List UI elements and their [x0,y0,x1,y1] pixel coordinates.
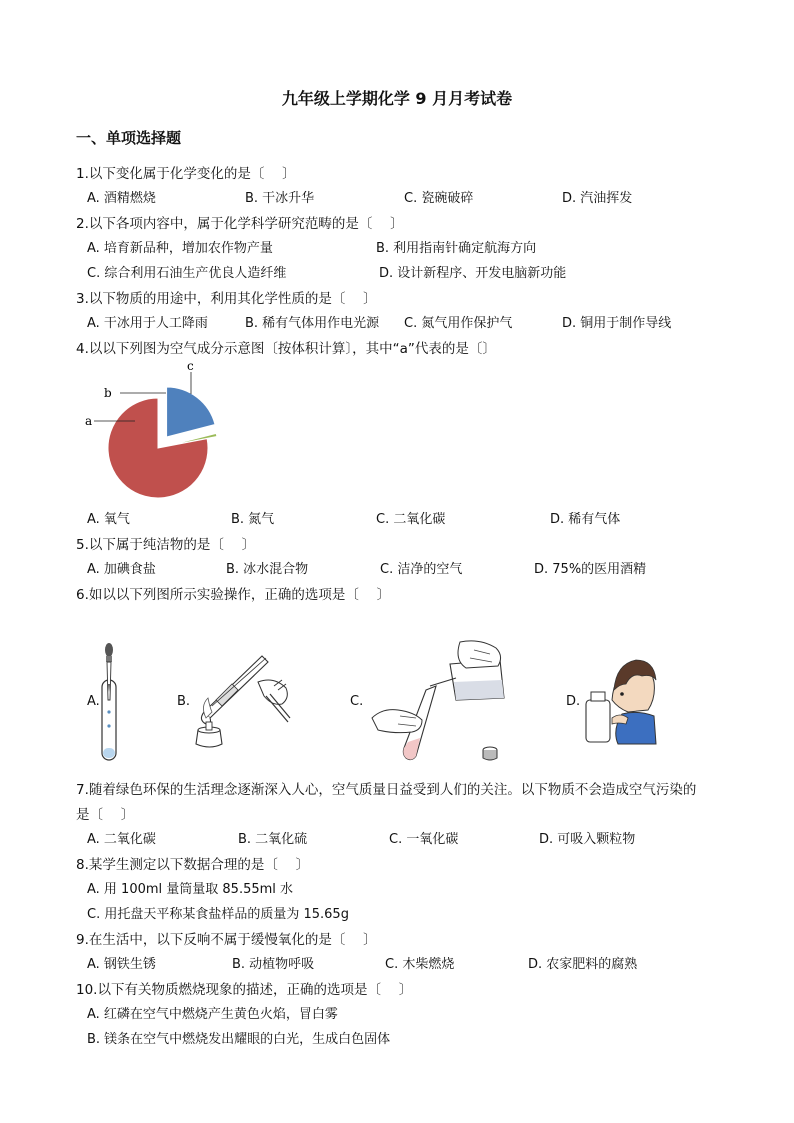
heating-test-tube-illustration [186,648,294,756]
question-10-stem: 10.以下有关物质燃烧现象的描述，正确的选项是〔 〕 [76,982,413,998]
section-heading: 一、单项选择题 [76,129,182,147]
pouring-liquid-illustration [370,638,510,766]
pie-label-c: c [187,359,194,373]
q9-option-d[interactable]: D. 农家肥料的腐熟 [528,957,638,972]
q3-option-b[interactable]: B. 稀有气体用作电光源 [245,316,380,331]
q1-option-b[interactable]: B. 干冰升华 [245,191,315,206]
q9-option-a[interactable]: A. 钢铁生锈 [87,957,156,972]
q6-option-c[interactable]: C. [350,694,364,709]
question-4-stem: 4.以以下列图为空气成分示意图〔按体积计算〕，其中“a”代表的是〔〕 [76,341,496,357]
q5-option-b[interactable]: B. 冰水混合物 [226,562,309,577]
q4-option-d[interactable]: D. 稀有气体 [550,512,621,527]
q5-option-d[interactable]: D. 75%的医用酒精 [534,562,647,577]
q10-option-b[interactable]: B. 镁条在空气中燃烧发出耀眼的白光，生成白色固体 [87,1032,391,1047]
q4-option-c[interactable]: C. 二氧化碳 [376,512,446,527]
question-7-stem: 7.随着绿色环保的生活理念逐渐深入人心，空气质量日益受到人们的关注。以下物质不会造成空气污染的 [76,782,697,798]
q3-option-d[interactable]: D. 铜用于制作导线 [562,316,672,331]
q7-option-b[interactable]: B. 二氧化硫 [238,832,308,847]
q7-option-a[interactable]: A. 二氧化碳 [87,832,156,847]
question-8-stem: 8.某学生测定以下数据合理的是〔 〕 [76,857,310,873]
q4-option-a[interactable]: A. 氧气 [87,512,130,527]
page-title: 九年级上学期化学 9 月月考试卷 [281,89,513,108]
q3-option-a[interactable]: A. 干冰用于人工降雨 [87,316,208,331]
air-composition-pie-chart [80,356,230,501]
question-9-stem: 9.在生活中，以下反响不属于缓慢氧化的是〔 〕 [76,932,377,948]
q2-option-b[interactable]: B. 利用指南针确定航海方向 [376,241,537,256]
q7-option-d[interactable]: D. 可吸入颗粒物 [539,832,636,847]
question-5-stem: 5.以下属于纯洁物的是〔 〕 [76,537,256,553]
pie-label-a: a [85,414,93,428]
q3-option-c[interactable]: C. 氮气用作保护气 [404,316,513,331]
q9-option-c[interactable]: C. 木柴燃烧 [385,957,455,972]
q5-option-c[interactable]: C. 洁净的空气 [380,562,463,577]
question-2-stem: 2.以下各项内容中，属于化学科学研究范畴的是〔 〕 [76,216,404,232]
dropper-in-test-tube-illustration [96,640,126,765]
q7-option-c[interactable]: C. 一氧化碳 [389,832,459,847]
pie-slice-c [167,387,215,437]
q4-option-b[interactable]: B. 氮气 [231,512,275,527]
pie-label-b: b [104,386,112,400]
question-1-stem: 1.以下变化属于化学变化的是〔 〕 [76,166,296,182]
smelling-gas-illustration [582,654,658,746]
q2-option-d[interactable]: D. 设计新程序、开发电脑新功能 [379,266,567,281]
q10-option-a[interactable]: A. 红磷在空气中燃烧产生黄色火焰，冒白雾 [87,1007,338,1022]
q6-option-b[interactable]: B. [177,694,191,709]
question-6-stem: 6.如以以下列图所示实验操作，正确的选项是〔 〕 [76,587,391,603]
q8-option-a[interactable]: A. 用 100ml 量筒量取 85.55ml 水 [87,882,294,897]
q6-option-d[interactable]: D. [566,694,581,709]
q2-option-a[interactable]: A. 培育新品种，增加农作物产量 [87,241,273,256]
question-3-stem: 3.以下物质的用途中，利用其化学性质的是〔 〕 [76,291,377,307]
q5-option-a[interactable]: A. 加碘食盐 [87,562,156,577]
q2-option-c[interactable]: C. 综合利用石油生产优良人造纤维 [87,266,287,281]
question-7-stem-continued: 是〔 〕 [76,807,135,823]
q1-option-d[interactable]: D. 汽油挥发 [562,191,633,206]
q8-option-c[interactable]: C. 用托盘天平称某食盐样品的质量为 15.65g [87,907,349,922]
q6-option-a[interactable]: A. [87,694,100,709]
q1-option-a[interactable]: A. 酒精燃烧 [87,191,156,206]
q1-option-c[interactable]: C. 瓷碗破碎 [404,191,474,206]
q9-option-b[interactable]: B. 动植物呼吸 [232,957,315,972]
